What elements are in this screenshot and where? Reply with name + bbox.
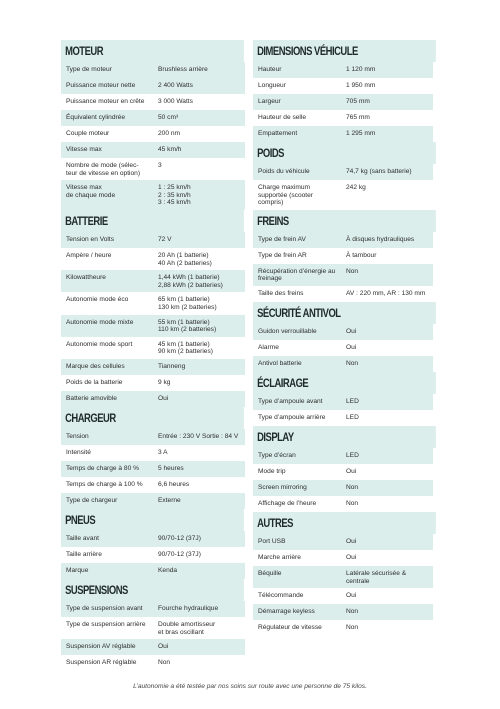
spec-row xyxy=(253,534,433,550)
section-eclairage xyxy=(253,372,433,426)
spec-row xyxy=(61,531,245,547)
spec-row xyxy=(253,394,433,410)
spec-value: Oui xyxy=(158,643,169,651)
spec-label: Empattement xyxy=(258,130,298,137)
spec-value: LED xyxy=(346,413,359,421)
spec-value: Non xyxy=(346,608,359,616)
spec-value: 50 cm³ xyxy=(158,114,179,121)
spec-value: Tianneng xyxy=(158,362,186,370)
spec-row xyxy=(61,391,245,407)
spec-value: Double amortisseur et bras oscillant xyxy=(158,620,216,636)
spec-label: Vitesse max xyxy=(66,146,102,153)
spec-value: Oui xyxy=(346,467,357,475)
spec-label: Mode trip xyxy=(258,467,286,475)
section-display xyxy=(253,426,433,512)
spec-label: Type de suspension arrière xyxy=(66,620,146,628)
spec-value: 72 V xyxy=(158,235,172,243)
spec-label: Temps de charge à 80 % xyxy=(66,464,139,472)
section-poids xyxy=(253,142,433,210)
spec-value: Entrée : 230 V Sortie : 84 V xyxy=(158,432,239,440)
spec-label: Antivol batterie xyxy=(258,359,302,367)
spec-label: Nombre de mode (sélec- teur de vitesse en option) xyxy=(66,162,141,177)
spec-row xyxy=(253,356,433,372)
spec-label: Poids de la batterie xyxy=(66,378,123,386)
spec-row xyxy=(253,232,433,248)
spec-value: 765 mm xyxy=(346,114,370,121)
spec-value: Oui xyxy=(346,553,357,561)
spec-label: Puissance moteur nette xyxy=(66,82,136,89)
spec-label: Type de frein AR xyxy=(258,251,307,259)
spec-value: 45 km/h xyxy=(158,146,182,153)
spec-label: Puissance moteur en crête xyxy=(66,98,145,105)
spec-label: Hauteur de selle xyxy=(258,114,307,121)
spec-row xyxy=(61,142,245,158)
spec-value: 1 295 mm xyxy=(346,130,376,137)
spec-label: Kilowattheure xyxy=(66,274,106,282)
spec-value: 55 km (1 batterie) 110 km (2 batteries) xyxy=(158,318,217,334)
spec-value: 90/70-12 (37J) xyxy=(158,534,201,542)
spec-value: LED xyxy=(346,451,359,459)
spec-row xyxy=(61,110,245,126)
section-title: CHARGEUR xyxy=(61,407,244,429)
spec-row xyxy=(253,264,433,286)
spec-value: 5 heures xyxy=(158,464,184,472)
spec-row xyxy=(61,477,245,493)
section-title: MOTEUR xyxy=(61,40,244,62)
spec-row xyxy=(61,292,245,314)
right-column xyxy=(253,40,433,636)
footnote: L’autonomie a été testée par nos soins sur route avec une personne de 75 kilos. xyxy=(133,683,367,690)
spec-value: 200 nm xyxy=(158,130,180,137)
spec-label: Marche arrière xyxy=(258,553,301,561)
spec-row xyxy=(253,588,433,604)
spec-value: Fourche hydraulique xyxy=(158,604,219,612)
spec-value: Non xyxy=(158,659,171,667)
spec-label: Autonomie mode éco xyxy=(66,296,129,304)
left-column xyxy=(61,40,245,671)
spec-row xyxy=(61,547,245,563)
spec-row xyxy=(253,126,433,142)
spec-label: Autonomie mode sport xyxy=(66,340,133,348)
section-batterie xyxy=(61,210,245,407)
spec-row xyxy=(61,375,245,391)
spec-label: Type d’écran xyxy=(258,451,296,459)
spec-value: 3 000 Watts xyxy=(158,98,193,105)
spec-value: 1,44 kWh (1 batterie) 2,88 kWh (2 batteries) xyxy=(158,274,223,289)
spec-label: Autonomie mode mixte xyxy=(66,318,134,326)
spec-row xyxy=(253,550,433,566)
spec-value: 1 : 25 km/h 2 : 35 km/h 3 : 45 km/h xyxy=(158,184,191,207)
spec-label: Suspension AV réglable xyxy=(66,643,136,651)
spec-row xyxy=(253,566,433,588)
spec-label: Équivalent cylindrée xyxy=(66,114,126,121)
spec-row xyxy=(61,232,245,248)
spec-label: Couple moteur xyxy=(66,130,110,137)
section-title: SÉCURITÉ ANTIVOL xyxy=(253,302,436,324)
spec-label: Type d’ampoule avant xyxy=(258,397,323,405)
spec-row xyxy=(253,496,433,512)
spec-label: Taille arrière xyxy=(66,550,102,558)
spec-value: 90/70-12 (37J) xyxy=(158,550,201,558)
section-title: SUSPENSIONS xyxy=(61,579,244,601)
spec-row xyxy=(61,563,245,579)
section-title: AUTRES xyxy=(253,512,436,534)
section-dimensions-vehicule xyxy=(253,40,433,142)
spec-row xyxy=(61,270,245,292)
spec-label: Type de chargeur xyxy=(66,496,118,504)
spec-value: 20 Ah (1 batterie) 40 Ah (2 batteries) xyxy=(158,251,212,267)
spec-value: 2 400 Watts xyxy=(158,82,193,89)
spec-value: Oui xyxy=(346,343,357,351)
spec-value: 1 120 mm xyxy=(346,66,376,73)
spec-value: 3 A xyxy=(158,448,168,456)
section-title: PNEUS xyxy=(61,509,244,531)
spec-value: Non xyxy=(346,624,359,632)
spec-label: Béquille xyxy=(258,569,282,577)
spec-label: Alarme xyxy=(258,343,279,351)
spec-row xyxy=(253,180,433,210)
spec-row xyxy=(61,78,245,94)
spec-value: Non xyxy=(346,267,359,275)
spec-row xyxy=(61,337,245,359)
spec-label: Ampère / heure xyxy=(66,251,112,259)
spec-row xyxy=(61,601,245,617)
spec-row xyxy=(253,78,433,94)
spec-row xyxy=(61,493,245,509)
spec-row xyxy=(253,62,433,78)
spec-row xyxy=(253,480,433,496)
spec-value: 705 mm xyxy=(346,98,370,105)
spec-row xyxy=(253,448,433,464)
spec-label: Régulateur de vitesse xyxy=(258,624,322,632)
spec-label: Type d’ampoule arrière xyxy=(258,413,326,421)
spec-row xyxy=(61,315,245,337)
spec-row xyxy=(61,429,245,445)
spec-row xyxy=(61,126,245,142)
spec-label: Temps de charge à 100 % xyxy=(66,480,143,488)
spec-label: Démarrage keyless xyxy=(258,608,315,616)
spec-value: Externe xyxy=(158,496,181,504)
spec-row xyxy=(61,461,245,477)
spec-row xyxy=(253,464,433,480)
spec-row xyxy=(61,445,245,461)
spec-label: Charge maximum supportée (scooter compris) xyxy=(258,184,313,207)
spec-value: Oui xyxy=(346,537,357,545)
spec-label: Type de moteur xyxy=(66,66,112,73)
spec-row xyxy=(61,248,245,270)
section-pneus xyxy=(61,509,245,579)
spec-label: Marque xyxy=(66,566,89,574)
spec-label: Type de frein AV xyxy=(258,235,306,243)
section-title: BATTERIE xyxy=(61,210,244,232)
spec-row xyxy=(253,604,433,620)
spec-label: Screen mirroring xyxy=(258,483,307,491)
spec-label: Intensité xyxy=(66,448,91,456)
spec-row xyxy=(61,655,245,671)
spec-value: 6,6 heures xyxy=(158,480,190,488)
spec-value: Non xyxy=(346,483,359,491)
spec-label: Suspension AR réglable xyxy=(66,659,137,667)
spec-value: 65 km (1 batterie) 130 km (2 batteries) xyxy=(158,296,217,311)
spec-value: AV : 220 mm, AR : 130 mm xyxy=(346,289,426,297)
spec-row xyxy=(253,286,433,302)
section-suspensions xyxy=(61,579,245,671)
section-title: POIDS xyxy=(253,142,436,164)
spec-label: Hauteur xyxy=(258,66,282,73)
spec-label: Poids du véhicule xyxy=(258,168,310,175)
spec-label: Taille des freins xyxy=(258,289,304,297)
spec-value: Kenda xyxy=(158,566,178,574)
spec-row xyxy=(61,62,245,78)
section-chargeur xyxy=(61,407,245,509)
section-title: DISPLAY xyxy=(253,426,436,448)
spec-value: À disques hydrauliques xyxy=(346,235,415,243)
spec-row xyxy=(253,110,433,126)
spec-value: Latérale sécurisée & centrale xyxy=(346,569,407,585)
spec-row xyxy=(253,340,433,356)
spec-value: Oui xyxy=(346,327,357,335)
spec-label: Tension en Volts xyxy=(66,235,115,243)
spec-label: Port USB xyxy=(258,537,286,545)
spec-row xyxy=(61,639,245,655)
spec-label: Batterie amovible xyxy=(66,394,117,402)
spec-value: 242 kg xyxy=(346,184,366,191)
section-title: ÉCLAIRAGE xyxy=(253,372,436,394)
spec-row xyxy=(253,324,433,340)
section-title: FREINS xyxy=(253,210,436,232)
spec-row xyxy=(253,410,433,426)
spec-row xyxy=(61,617,245,639)
spec-row xyxy=(253,620,433,636)
section-autres xyxy=(253,512,433,636)
spec-value: À tambour xyxy=(346,251,377,259)
spec-row xyxy=(61,158,245,180)
section-title: DIMENSIONS VÉHICULE xyxy=(253,40,436,62)
spec-label: Longueur xyxy=(258,82,286,89)
spec-value: Oui xyxy=(346,592,357,600)
spec-label: Marque des cellules xyxy=(66,362,125,370)
spec-value: 1 950 mm xyxy=(346,82,376,89)
spec-label: Taille avant xyxy=(66,534,99,542)
spec-value: Non xyxy=(346,359,359,367)
spec-label: Affichage de l’heure xyxy=(258,499,317,507)
spec-value: 45 km (1 batterie) 90 km (2 batteries) xyxy=(158,340,213,356)
spec-label: Guidon verrouillable xyxy=(258,327,317,335)
spec-value: 9 kg xyxy=(158,378,171,386)
spec-row xyxy=(253,248,433,264)
spec-label: Largeur xyxy=(258,98,281,105)
spec-value: Non xyxy=(346,499,359,507)
section-moteur xyxy=(61,40,245,210)
spec-value: 74,7 kg (sans batterie) xyxy=(346,168,412,175)
spec-label: Tension xyxy=(66,432,89,440)
spec-row xyxy=(61,359,245,375)
spec-row xyxy=(253,164,433,180)
spec-row xyxy=(61,94,245,110)
spec-label: Type de suspension avant xyxy=(66,604,143,612)
spec-label: Télécommande xyxy=(258,592,304,600)
spec-label: Vitesse max de chaque mode xyxy=(66,184,116,199)
spec-label: Récupération d’énergie au freinage xyxy=(258,267,336,283)
spec-row xyxy=(61,180,245,210)
spec-value: LED xyxy=(346,397,359,405)
section-freins xyxy=(253,210,433,302)
spec-row xyxy=(253,94,433,110)
spec-value: Oui xyxy=(158,394,169,402)
section-securite-antivol xyxy=(253,302,433,372)
spec-value: 3 xyxy=(158,162,162,169)
spec-value: Brushless arrière xyxy=(158,66,208,73)
